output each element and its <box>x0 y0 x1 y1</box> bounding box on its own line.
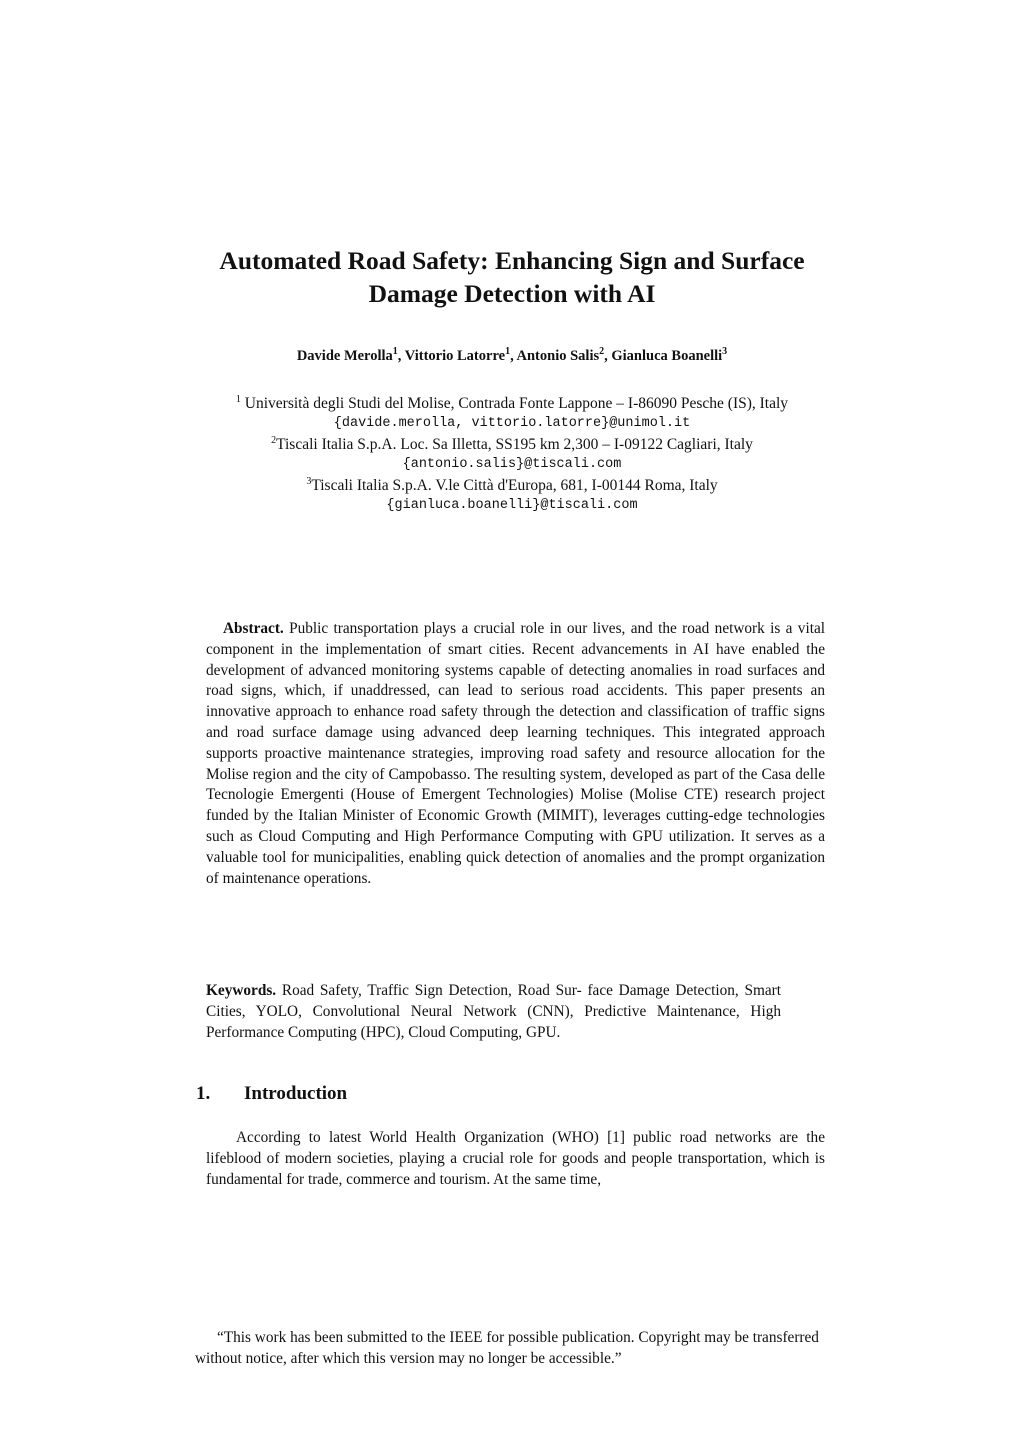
section-title: Introduction <box>244 1083 348 1104</box>
affiliation-text: Tiscali Italia S.p.A. V.le Città d'Europa, 681, I-00144 Roma, Italy <box>311 477 718 494</box>
section-number: 1. <box>196 1083 211 1104</box>
author-affiliation-mark: 3 <box>722 346 728 358</box>
author-name: Davide Merolla <box>296 348 393 364</box>
title-line-2: Damage Detection with AI <box>368 279 656 308</box>
affiliation-mark: 3 <box>306 475 312 487</box>
author-affiliation-mark: 2 <box>599 346 605 358</box>
author-affiliation-mark: 1 <box>505 346 511 358</box>
abstract-body: Public transportation plays a crucial role in our lives, and the road network is a vital component in the implementation of smart cities. Recent advancements in AI have enabled the development of advanced monitoring systems capable of detecting anomalies in road surfaces and road signs, which, if unaddressed, can lead to serious road accidents. This paper presents an innovative approach to enhance road safety through the detection and classification of traffic signs and road surface damage using advanced deep learning techniques. This integrated approach supports proactive maintenance strategies, improving road safety and resource allocation for the Molise region and the city of Campobasso. The resulting system, developed as part of the Casa delle Tecnologie Emergenti (House of Emergent Technologies) Molise (Molise CTE) research project funded by the Italian Minister of Economic Growth (MIMIT), leverages cutting-edge technologies such as Cloud Computing and High Performance Computing with GPU utilization. It serves as a valuable tool for municipalities, enabling quick detection of anomalies and the prompt organization of maintenance operations. <box>206 620 825 887</box>
abstract <box>206 619 825 889</box>
footer-note: “This work has been submitted to the IEEE for possible publication. Copyright may be transferred without notice, after which this version may no longer be accessible.” <box>195 1329 819 1367</box>
keywords <box>206 981 781 1043</box>
author-name: Antonio Salis <box>516 348 600 364</box>
affiliation-text: Università degli Studi del Molise, Contrada Fonte Lappone – I-86090 Pesche (IS), Italy <box>240 395 789 412</box>
section-heading <box>196 1083 347 1105</box>
affiliation-3-email: {gianluca.boanelli}@tiscali.com <box>386 498 638 513</box>
affiliation-mark: 2 <box>271 434 277 446</box>
author-affiliation-mark: 1 <box>392 346 398 358</box>
affiliation-text: Tiscali Italia S.p.A. Loc. Sa Illetta, SS195 km 2,300 – I-09122 Cagliari, Italy <box>276 436 753 453</box>
author-name: Vittorio Latorre <box>404 348 506 364</box>
affiliation-1-email: {davide.merolla, vittorio.latorre}@unimol.it <box>333 416 691 431</box>
affiliation-2 <box>150 435 874 455</box>
intro-paragraph: According to latest World Health Organization (WHO) [1] public road networks are the lifeblood of modern societies, playing a crucial role for goods and people transportation, which is fundamental for trade, commerce and tourism. At the same time, <box>206 1129 825 1188</box>
paper-title <box>150 244 874 310</box>
author-separator: , <box>510 348 517 364</box>
affiliation-mark: 1 <box>235 393 241 405</box>
affiliation-3 <box>150 476 874 496</box>
title-line-1: Automated Road Safety: Enhancing Sign and Surface <box>219 246 805 275</box>
keywords-body: Road Safety, Traffic Sign Detection, Road Sur- face Damage Detection, Smart Cities, YOLO, Convolutional Neural Network (CNN), Predictive Maintenance, High Performance Computing (HPC), Cloud Computing, GPU. <box>206 982 781 1041</box>
affiliation-2-email: {antonio.salis}@tiscali.com <box>402 457 622 472</box>
author-separator: , <box>604 348 612 364</box>
keywords-label: Keywords. <box>206 982 277 999</box>
author-name: Gianluca Boanelli <box>611 348 723 364</box>
author-separator: , <box>397 348 405 364</box>
abstract-label: Abstract. <box>223 620 284 637</box>
affiliation-1 <box>150 394 874 414</box>
author-list <box>150 348 874 365</box>
